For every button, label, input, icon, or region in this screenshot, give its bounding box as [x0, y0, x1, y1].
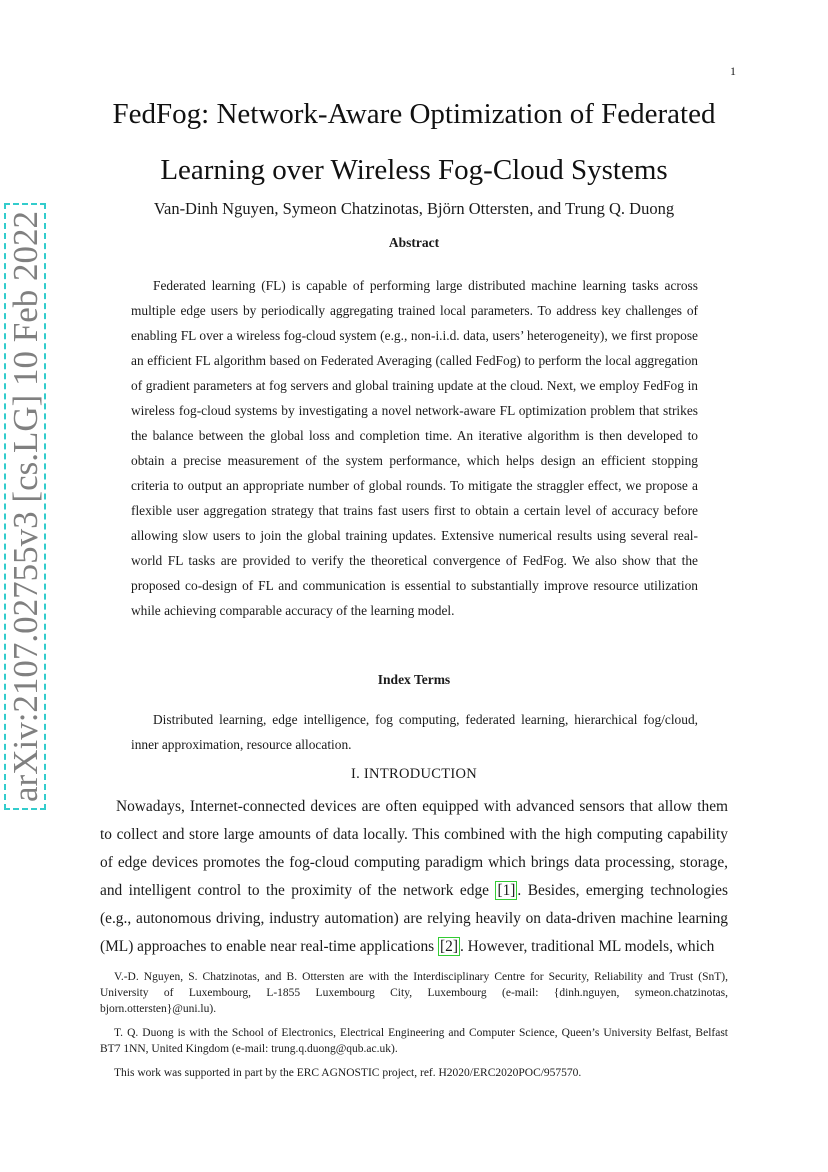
section-heading-introduction: I. INTRODUCTION: [350, 766, 478, 782]
citation-link-2[interactable]: [2]: [440, 938, 458, 955]
abstract-text: Federated learning (FL) is capable of performing large distributed machine learning tasks across multiple edge users by periodically aggregating trained local parameters. To address key challenges of enabling FL over a wireless fog-cloud system (e.g., non-i.i.d. data, users’ heterogeneity), we first propose an efficient FL algorithm based on Federated Averaging (called FedFog) to perform the local aggregation of gradient parameters at fog servers and global training update at the cloud. Next, we employ FedFog in wireless fog-cloud systems by investigating a novel network-aware FL optimization problem that strikes the balance between the global loss and completion time. An iterative algorithm is then developed to obtain a precise measurement of the system performance, which helps design an efficient stopping criteria to output an appropriate number of global rounds. To mitigate the straggler effect, we propose a flexible user aggregation strategy that trains fast users first to obtain a certain level of accuracy before allowing slow users to join the global training updates. Extensive numerical results using several real-world FL tasks are provided to verify the theoretical convergence of FedFog. We also show that the proposed co-design of FL and communication is essential to substantially improve resource utilization while achieving comparable accuracy of the learning model.: [131, 278, 698, 618]
page-number: 1: [730, 64, 736, 78]
intro-text-part-2: . Besides, emerging technologies (e.g., autonomous driving, industry automation) are relying heavily on data-driven machine learning (ML) approaches to enable near real-time applications: [100, 882, 728, 955]
arxiv-identifier-stamp[interactable]: arXiv:2107.02755v3 [cs.LG] 10 Feb 2022: [4, 203, 46, 810]
index-terms-text: Distributed learning, edge intelligence, fog computing, federated learning, hierarchical fog/cloud, inner approximation, resource allocation.: [131, 712, 698, 752]
abstract-heading: Abstract: [388, 235, 440, 250]
author-list: Van-Dinh Nguyen, Symeon Chatzinotas, Björn Ottersten, and Trung Q. Duong: [153, 199, 675, 218]
paper-title: FedFog: Network-Aware Optimization of Federated Learning over Wireless Fog-Cloud Systems: [112, 98, 716, 186]
citation-link-1[interactable]: [1]: [497, 882, 516, 899]
intro-text-part-3: . However, traditional ML models, which: [459, 938, 715, 955]
footnotes: [100, 969, 728, 1089]
footnote-affiliation-2: T. Q. Duong is with the School of Electronics, Electrical Engineering and Computer Science, Queen’s University Belfast, Belfast BT7 1NN, United Kingdom (e-mail: trung.q.duong@qub.ac.uk).: [100, 1027, 728, 1055]
intro-text-part-1: Nowadays, Internet-connected devices are often equipped with advanced sensors that allow them to collect and store large amounts of data locally. This combined with the high computing capability of edge devices promotes the fog-cloud computing paradigm which brings data processing, storage, and intelligent control to the proximity of the network edge: [100, 798, 728, 899]
footnote-affiliation-1: V.-D. Nguyen, S. Chatzinotas, and B. Ottersten are with the Interdisciplinary Centre for Security, Reliability and Trust (SnT), University of Luxembourg, L-1855 Luxembourg City, Luxembourg (e-mail: {dinh.nguyen, symeon.chatzinotas, bjorn.ottersten}@uni.lu).: [100, 971, 728, 1015]
index-terms-heading: Index Terms: [377, 672, 451, 687]
footnote-funding: This work was supported in part by the ERC AGNOSTIC project, ref. H2020/ERC2020POC/957570.: [114, 1067, 582, 1079]
introduction-paragraph: [100, 793, 728, 961]
